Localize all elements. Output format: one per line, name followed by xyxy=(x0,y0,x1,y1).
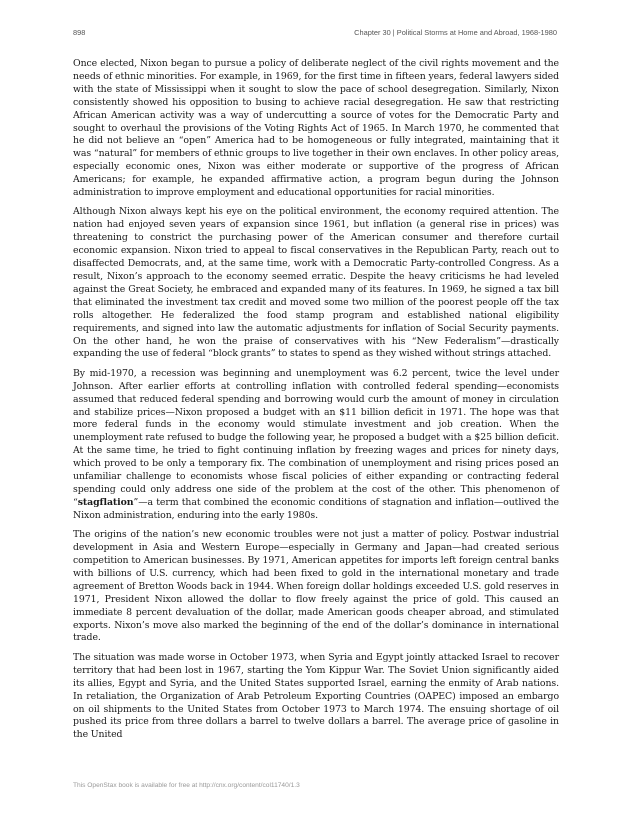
chapter-title: Chapter 30 | Political Storms at Home and Abroad, 1968-1980 xyxy=(354,28,557,37)
page-number: 898 xyxy=(73,28,86,37)
paragraph xyxy=(73,368,559,523)
page-header xyxy=(73,28,557,42)
page-footer: This OpenStax book is available for free at http://cnx.org/content/col11740/1.3 xyxy=(73,782,300,789)
paragraph: The origins of the nation’s new economic troubles were not just a matter of policy. Postwar industrial development in Asia and Western Europe—especially in Germany and Japan—had created serious competition to American businesses. By 1971, American appetites for imports left foreign central banks with billions of U.S. currency, which had been fixed to gold in the international monetary and trade agreement of Bretton Woods back in 1944. When foreign dollar holdings exceeded U.S. gold reserves in 1971, President Nixon allowed the dollar to flow freely against the price of gold. This caused an immediate 8 percent devaluation of the dollar, made American goods cheaper abroad, and stimulated exports. Nixon’s move also marked the beginning of the end of the dollar’s dominance in international trade. xyxy=(73,529,559,644)
paragraph: Although Nixon always kept his eye on the political environment, the economy required attention. The nation had enjoyed seven years of expansion since 1961, but inflation (a general rise in prices) was threatening to constrict the purchasing power of the American consumer and therefore curtail economic expansion. Nixon tried to appeal to fiscal conservatives in the Republican Party, reach out to disaffected Democrats, and, at the same time, work with a Democratic Party-controlled Congress. As a result, Nixon’s approach to the economy seemed erratic. Despite the heavy criticisms he had leveled against the Great Society, he embraced and expanded many of its features. In 1969, he signed a tax bill that eliminated the investment tax credit and moved some two million of the poorest people off the tax rolls altogether. He federalized the food stamp program and established national eligibility requirements, and signed into law the automatic adjustments for inflation of Social Security payments. On the other hand, he won the praise of conservatives with his “New Federalism”—drastically expanding the use of federal “block grants” to states to spend as they wished without strings attached. xyxy=(73,206,559,360)
paragraph-text: ”—a term that combined the economic conditions of stagnation and inflation—outlived the Nixon administration, enduring into the early 1980s. xyxy=(73,496,559,521)
paragraph-text: By mid-1970, a recession was beginning and unemployment was 6.2 percent, twice the level under Johnson. After earlier efforts at controlling inflation with controlled federal spending—economists assumed that reduced federal spending and borrowing would curb the amount of money in circulation and stabilize prices—Nixon proposed a budget with an $11 billion deficit in 1971. The hope was that more federal funds in the economy would stimulate investment and job creation. When the unemployment rate refused to budge the following year, he proposed a budget with a $25 billion deficit. At the same time, he tried to fight continuing inflation by freezing wages and prices for ninety days, which proved to be only a temporary fix. The combination of unemployment and rising prices posed an unfamiliar challenge to economists whose fiscal policies of either expanding or contracting federal spending could only address one side of the problem at the cost of the other. This phenomenon of “ xyxy=(73,367,559,508)
key-term-stagflation: stagflation xyxy=(77,496,134,508)
page-body xyxy=(73,58,559,749)
paragraph: The situation was made worse in October 1973, when Syria and Egypt jointly attacked Israel to recover territory that had been lost in 1967, starting the Yom Kippur War. The Soviet Union significantly aided its allies, Egypt and Syria, and the United States supported Israel, earning the enmity of Arab nations. In retaliation, the Organization of Arab Petroleum Exporting Countries (OAPEC) imposed an embargo on oil shipments to the United States from October 1973 to March 1974. The ensuing shortage of oil pushed its price from three dollars a barrel to twelve dollars a barrel. The average price of gasoline in the United xyxy=(73,651,559,741)
paragraph: Once elected, Nixon began to pursue a policy of deliberate neglect of the civil rights movement and the needs of ethnic minorities. For example, in 1969, for the first time in fifteen years, federal lawyers sided with the state of Mississippi when it sought to slow the pace of school desegregation. Similarly, Nixon consistently showed his opposition to busing to achieve racial desegregation. He saw that restricting African American activity was a way of undercutting a source of votes for the Democratic Party and sought to overhaul the provisions of the Voting Rights Act of 1965. In March 1970, he commented that he did not believe an “open” America had to be homogeneous or fully integrated, maintaining that it was “natural” for members of ethnic groups to live together in their own enclaves. In other policy areas, especially economic ones, Nixon was either moderate or supportive of the progress of African Americans; for example, he expanded affirmative action, a program begun during the Johnson administration to improve employment and educational opportunities for racial minorities. xyxy=(73,58,559,199)
